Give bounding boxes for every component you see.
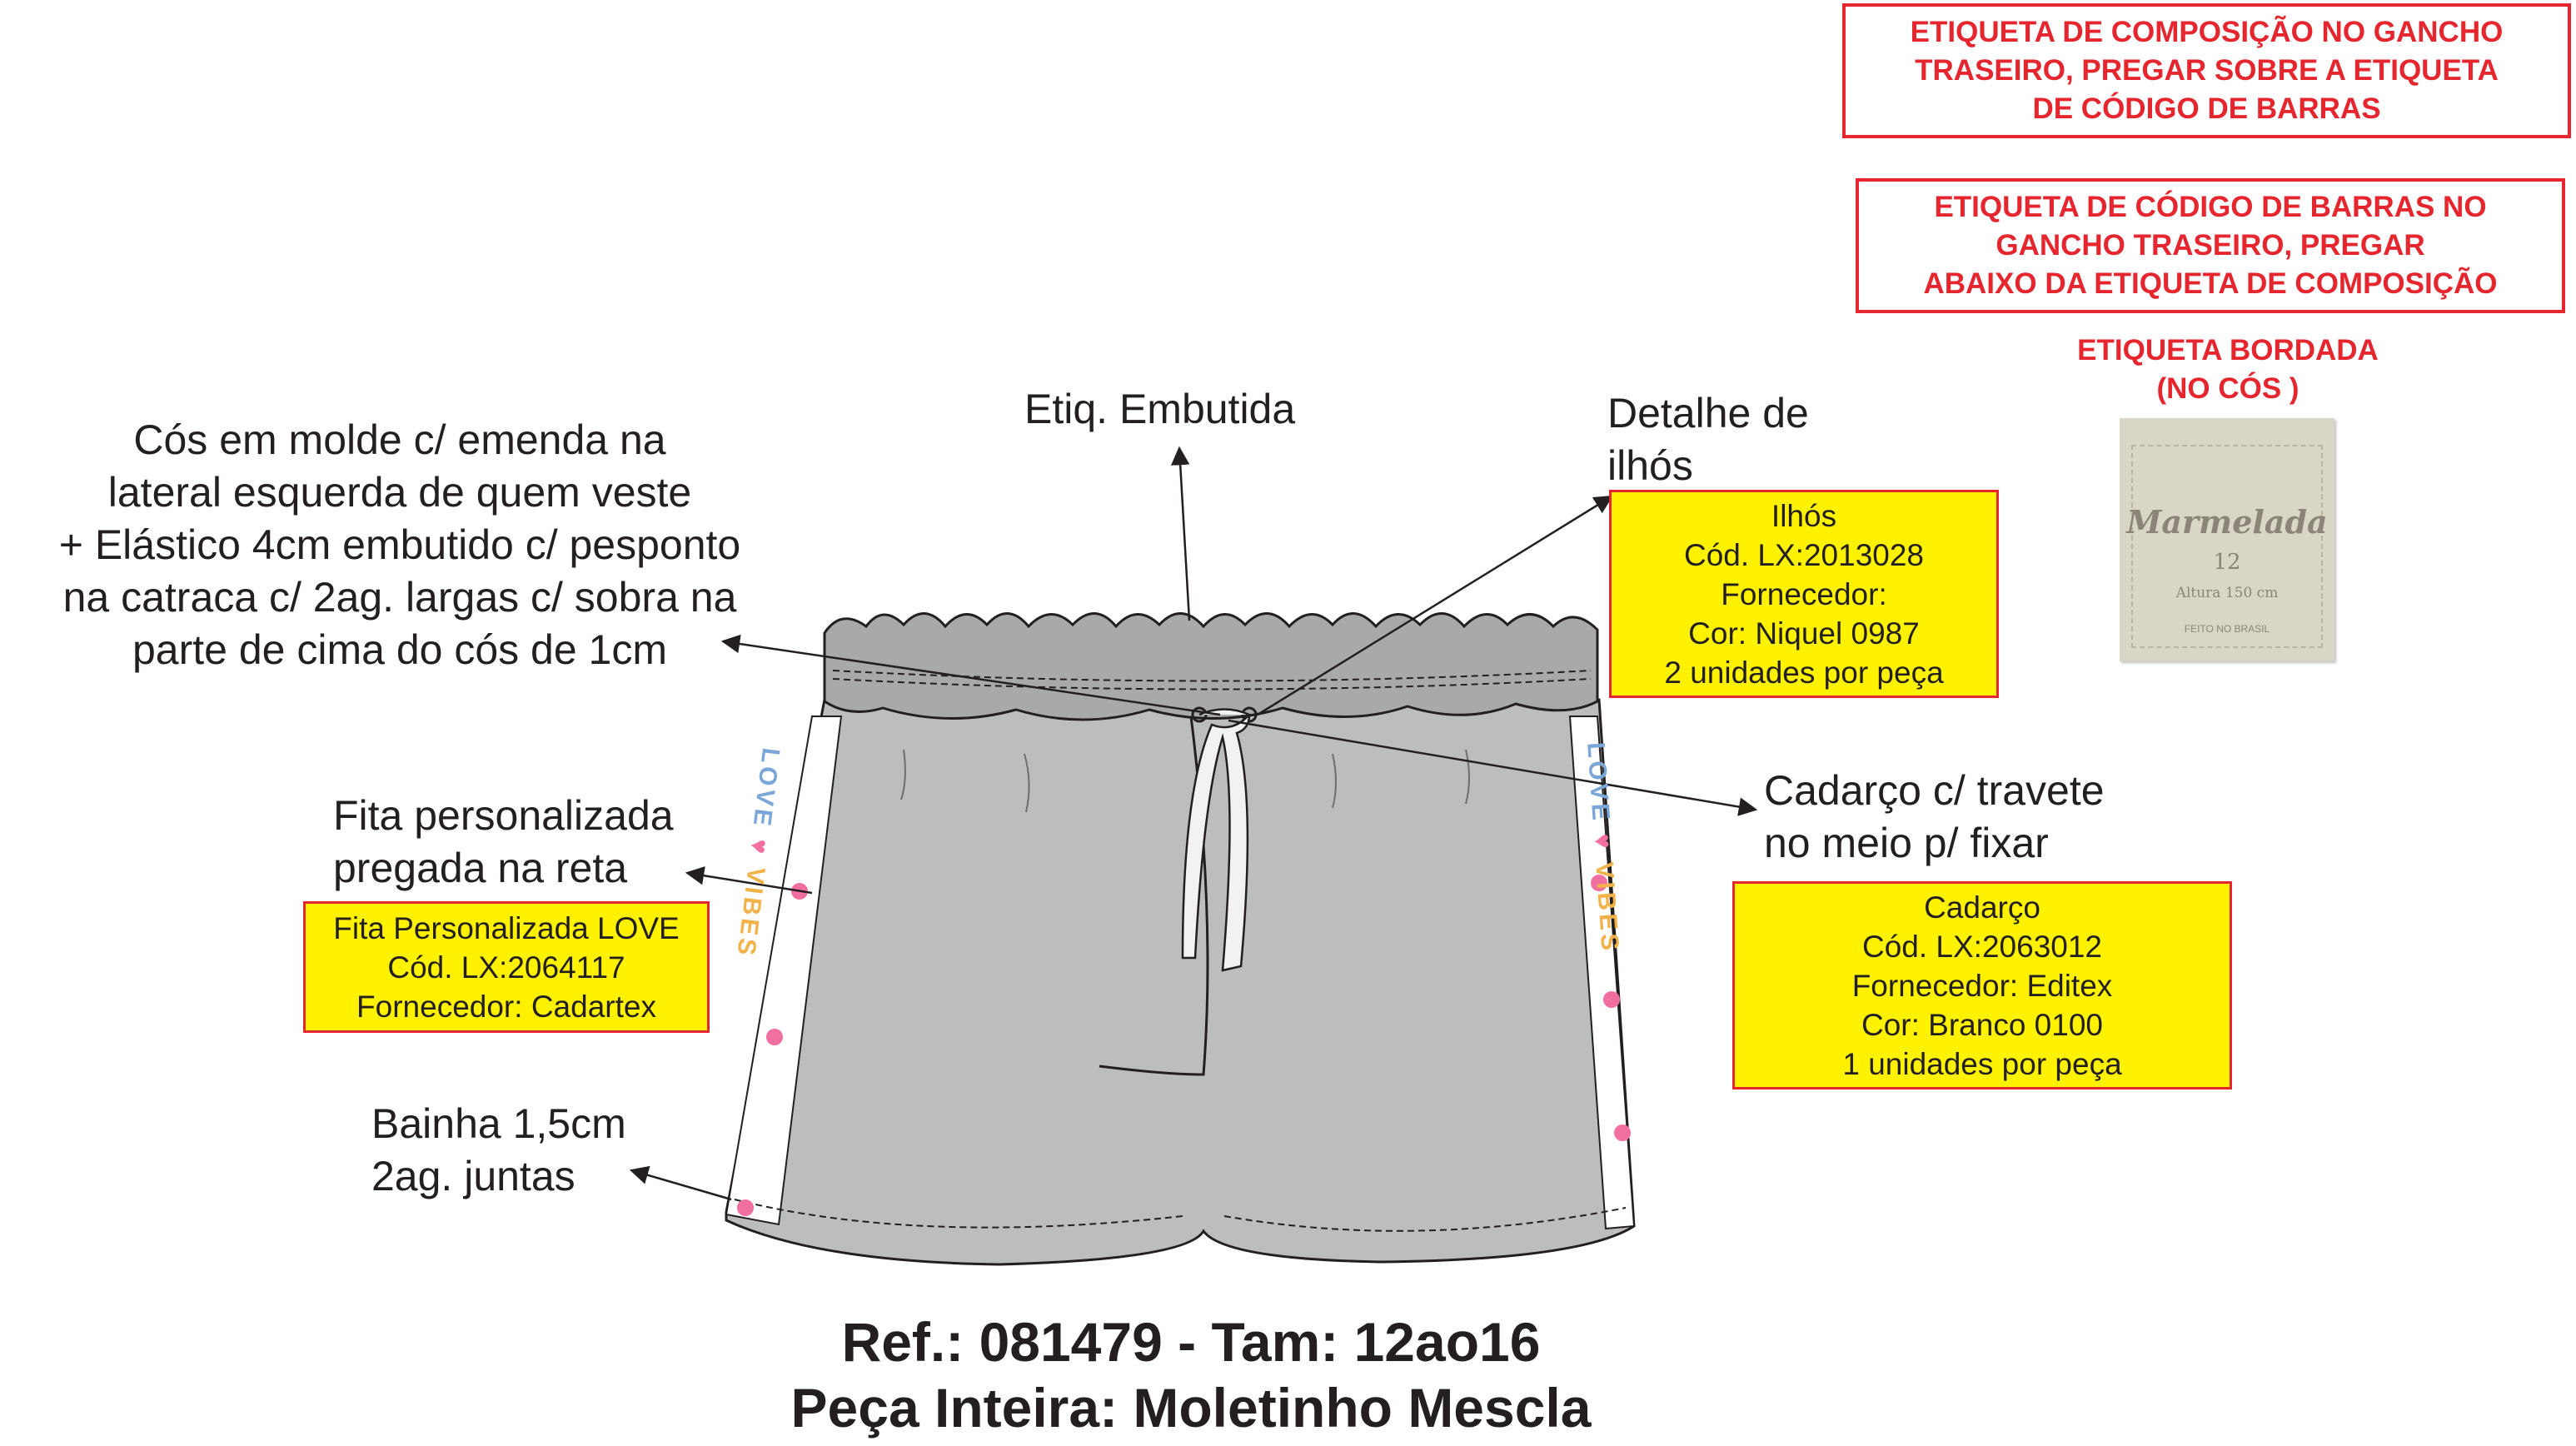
composition-tag-line-1: ETIQUETA DE COMPOSIÇÃO NO GANCHO [1910,16,2504,48]
drawstring-callout [1764,765,2105,870]
eyelet-spec-qty: 2 unidades por peça [1664,655,1944,690]
arrow-hem [631,1170,731,1199]
embroidered-tag-line-2: (NO CÓS ) [2156,372,2299,405]
waistband-line-3: + Elástico 4cm embutido c/ pesponto [58,521,741,568]
hem-line-1: Bainha 1,5cm [371,1100,626,1147]
ribbon-word-vibes: VIBES [731,865,770,960]
waistband-line-2: lateral esquerda de quem veste [107,469,692,516]
drawstring-line-1: Cadarço c/ travete [1764,767,2105,814]
hem-line-2: 2ag. juntas [371,1153,575,1199]
reference-line: Ref.: 081479 - Tam: 12ao16 [841,1311,1541,1373]
ribbon-word-love-right: LOVE [1582,741,1615,825]
ribbon-callout [333,790,674,895]
drawstring-spec-supplier: Fornecedor: Editex [1851,968,2113,1003]
composition-tag-line-2: TRASEIRO, PREGAR SOBRE A ETIQUETA [1915,54,2499,87]
drawstring-spec-qty: 1 unidades por peça [1842,1046,2122,1081]
waistband-ruffle [825,613,1597,720]
drawstring-spec-code: Cód. LX:2063012 [1861,929,2102,964]
eyelet-spec-code: Cód. LX:2013028 [1683,537,1924,572]
waistband-line-4: na catraca c/ 2ag. largas c/ sobra na [62,574,737,621]
ribbon-text-left: LOVE ♥ VIBES [731,745,785,960]
fabric-line: Peça Inteira: Moletinho Mescla [790,1377,1592,1439]
ribbon-word-love: LOVE [747,745,785,830]
ribbon-line-1: Fita personalizada [333,792,674,839]
arrow-embedded-tag [1179,448,1189,621]
brand-label-name: Marmelada [2126,503,2328,541]
embroidered-tag-line-1: ETIQUETA BORDADA [2077,334,2379,366]
hem-callout [371,1098,626,1203]
waistband-line-5: parte de cima do cós de 1cm [132,626,667,673]
eyelet-line-1: Detalhe de [1607,390,1809,436]
waistband-line-1: Cós em molde c/ emenda na [133,416,666,463]
ribbon-spec-title: Fita Personalizada LOVE [333,910,680,945]
eyelet-line-2: ilhós [1607,442,1693,489]
shorts-body [726,700,1634,1264]
eyelet-callout [1607,387,1809,492]
drawstring-line-2: no meio p/ fixar [1764,820,2049,866]
barcode-tag-line-1: ETIQUETA DE CÓDIGO DE BARRAS NO [1934,191,2487,223]
eyelet-spec-box [1609,490,1999,698]
ribbon-line-2: pregada na reta [333,845,628,891]
ribbon-word-vibes-right: VIBES [1590,860,1624,955]
eyelet-spec-supplier: Fornecedor: [1721,576,1887,611]
eyelet-spec-color: Cor: Niquel 0987 [1688,616,1920,651]
embedded-tag-callout: Etiq. Embutida [1024,386,1296,432]
ribbon-spec-box [303,901,710,1033]
waistband-callout [0,414,800,676]
drawstring-spec-title: Cadarço [1924,890,2040,925]
ribbon-text-right: LOVE ♥ VIBES [1582,741,1624,955]
barcode-tag-line-3: ABAIXO DA ETIQUETA DE COMPOSIÇÃO [1923,267,2498,300]
ribbon-spec-supplier: Fornecedor: Cadartex [356,989,656,1024]
brand-label-height: Altura 150 cm [2175,585,2279,601]
brand-label-origin: FEITO NO BRASIL [2184,623,2270,635]
drawstring-spec-box [1732,881,2232,1089]
ribbon-spec-code: Cód. LX:2064117 [387,950,625,985]
barcode-tag-line-2: GANCHO TRASEIRO, PREGAR [1996,229,2425,262]
drawstring-spec-color: Cor: Branco 0100 [1861,1007,2103,1042]
eyelet-spec-title: Ilhós [1771,498,1837,533]
brand-label-size: 12 [2213,550,2241,575]
composition-tag-line-3: DE CÓDIGO DE BARRAS [2032,92,2381,125]
